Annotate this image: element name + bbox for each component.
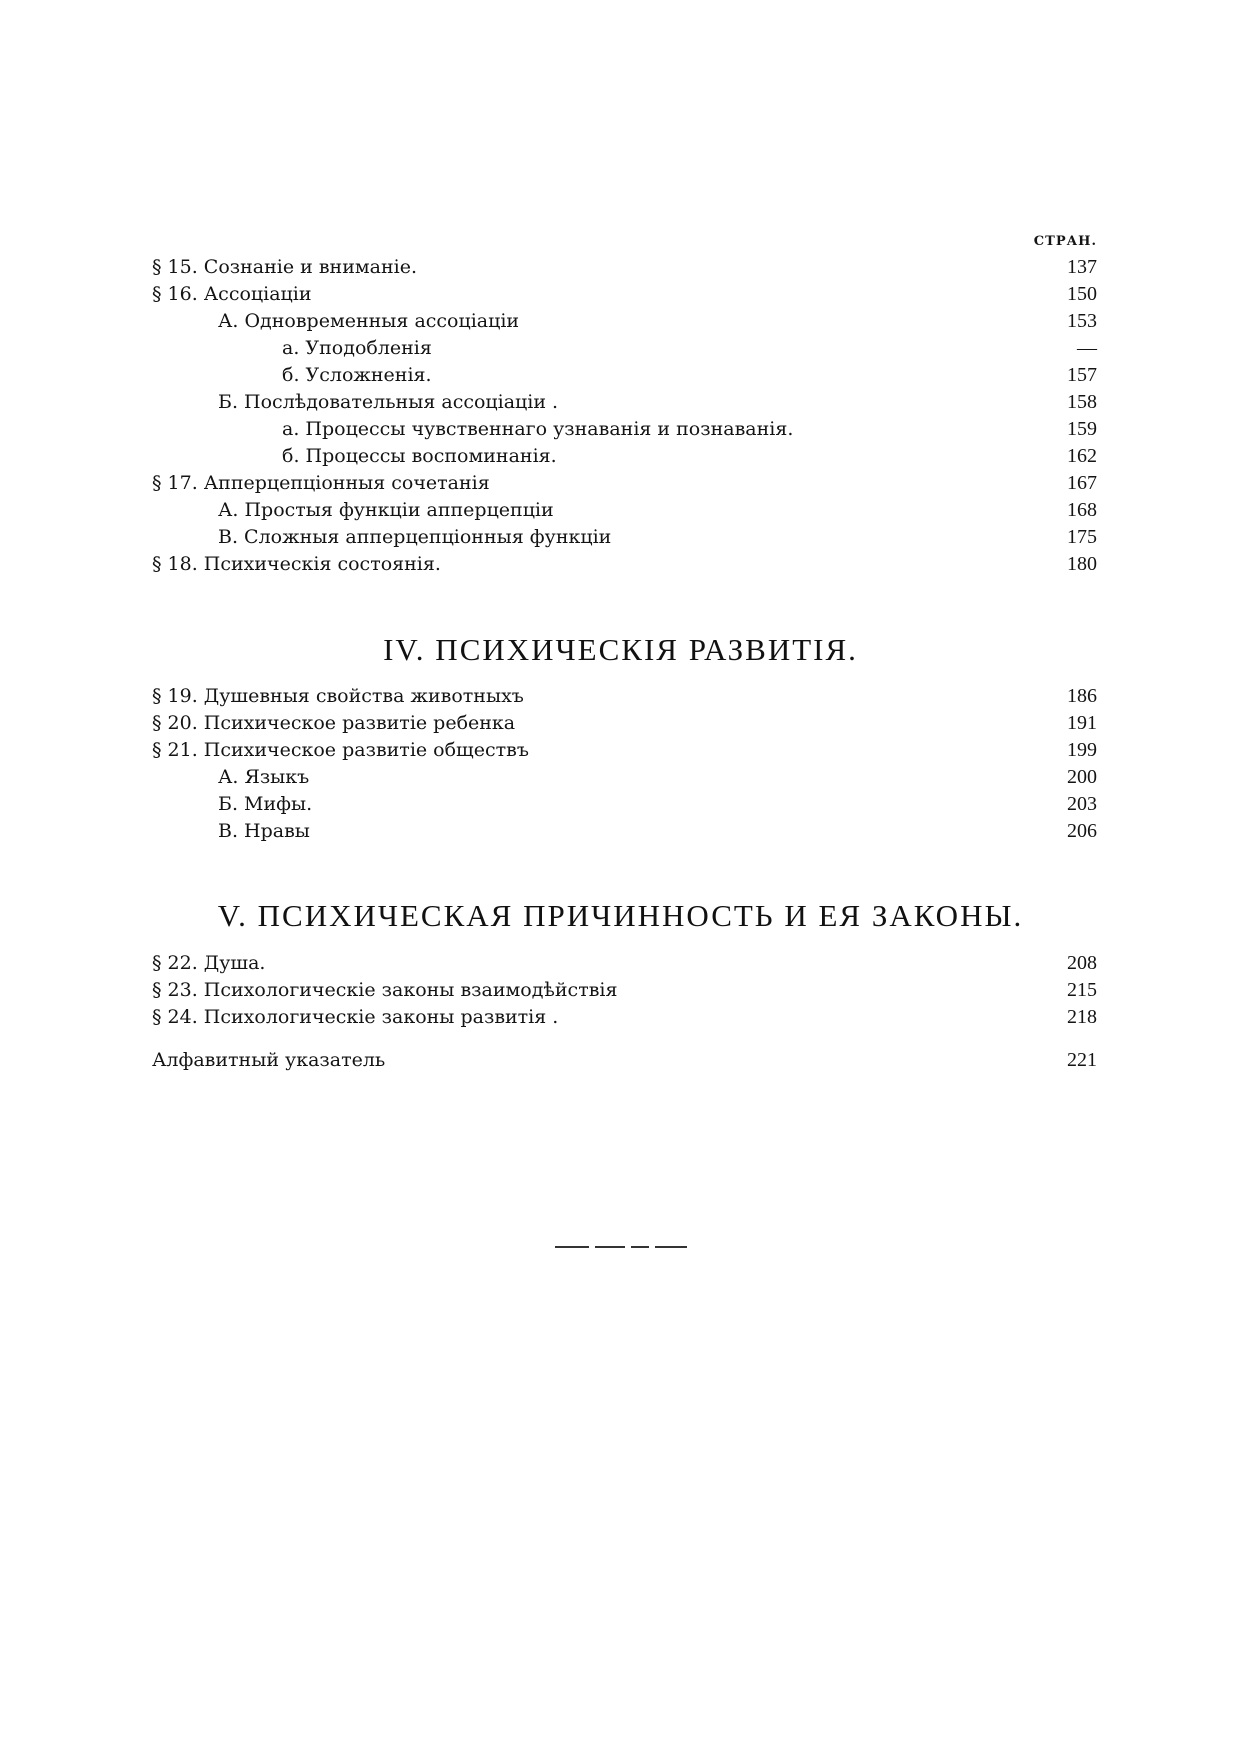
toc-entry-label: б. Усложненія. [282, 364, 432, 386]
toc-entry-page: 199 [1067, 739, 1097, 761]
toc-entry [152, 443, 1097, 470]
toc-entry-page: 137 [1067, 256, 1097, 278]
toc-entry-label: § 20. Психическое развитіе ребенка [152, 712, 516, 734]
toc-section-index [152, 1047, 1097, 1074]
section-title-part4: IV. ПСИХИЧЕСКІЯ РАЗВИТІЯ. [383, 632, 858, 667]
toc-entry-label: А. Простыя функціи апперцепціи [218, 499, 554, 521]
toc-entry-page: 153 [1067, 310, 1097, 332]
toc-entry [152, 551, 1097, 578]
toc-entry [152, 737, 1097, 764]
toc-entry-page: 221 [1067, 1049, 1097, 1071]
section-title-part5: V. ПСИХИЧЕСКАЯ ПРИЧИННОСТЬ И ЕЯ ЗАКОНЫ. [217, 898, 1024, 933]
toc-entry-page: 162 [1067, 445, 1097, 467]
toc-entry-page: 208 [1067, 952, 1097, 974]
toc-entry-page: 180 [1067, 553, 1097, 575]
toc-entry-label: Б. Мифы. [218, 793, 313, 815]
toc-entry [152, 1004, 1097, 1031]
toc-entry-label: § 16. Ассоціаціи [152, 283, 312, 305]
toc-entry-label: а. Процессы чувственнаго узнаванія и познаванія. [282, 418, 794, 440]
toc-entry [152, 335, 1097, 362]
toc-entry [152, 977, 1097, 1004]
page-column-heading: СТРАН. [1033, 234, 1097, 249]
toc-entry-label: б. Процессы воспоминанія. [282, 445, 557, 467]
toc-entry-page: 150 [1067, 283, 1097, 305]
toc-entry [152, 308, 1097, 335]
toc-entry-page: 175 [1067, 526, 1097, 548]
toc-entry-page: 218 [1067, 1006, 1097, 1028]
toc-entry-page: 186 [1067, 685, 1097, 707]
toc-entry-label: Алфавитный указатель [152, 1049, 386, 1071]
toc-entry-label: В. Сложныя апперцепціонныя функціи [218, 526, 612, 548]
toc-section-part4 [152, 683, 1097, 845]
toc-entry [152, 281, 1097, 308]
toc-entry-page: 158 [1067, 391, 1097, 413]
toc-entry [152, 818, 1097, 845]
toc-entry-label: § 15. Сознаніе и вниманіе. [152, 256, 418, 278]
toc-entry [152, 710, 1097, 737]
toc-entry [152, 950, 1097, 977]
toc-entry-page: 157 [1067, 364, 1097, 386]
toc-entry-label: § 24. Психологическіе законы развитія . [152, 1006, 559, 1028]
toc-entry [152, 683, 1097, 710]
toc-entry-page: — [1077, 337, 1097, 359]
toc-entry-page: 203 [1067, 793, 1097, 815]
toc-entry [152, 791, 1097, 818]
toc-entry-label: § 19. Душевныя свойства животныхъ [152, 685, 524, 707]
toc-entry-page: 159 [1067, 418, 1097, 440]
toc-entry [152, 764, 1097, 791]
toc-entry-label: А. Языкъ [218, 766, 310, 788]
toc-entry-label: § 17. Апперцепціонныя сочетанія [152, 472, 490, 494]
toc-entry-label: Б. Послѣдовательныя ассоціаціи . [218, 391, 559, 413]
end-rule-divider [555, 1246, 687, 1249]
toc-entry-label: § 22. Душа. [152, 952, 266, 974]
toc-entry-page: 191 [1067, 712, 1097, 734]
toc-entry-label: § 18. Психическія состоянія. [152, 553, 441, 575]
toc-entry-label: § 23. Психологическіе законы взаимодѣйствія [152, 979, 618, 1001]
toc-entry-page: 200 [1067, 766, 1097, 788]
toc-entry-page: 168 [1067, 499, 1097, 521]
toc-entry [152, 524, 1097, 551]
toc-entry-index [152, 1047, 1097, 1074]
toc-entry [152, 497, 1097, 524]
toc-entry-page: 215 [1067, 979, 1097, 1001]
toc-entry [152, 416, 1097, 443]
toc-entry [152, 362, 1097, 389]
toc-entry [152, 254, 1097, 281]
toc-entry-label: а. Уподобленія [282, 337, 432, 359]
toc-entry [152, 389, 1097, 416]
toc-entry-page: 206 [1067, 820, 1097, 842]
toc-entry [152, 470, 1097, 497]
toc-entry-page: 167 [1067, 472, 1097, 494]
toc-entry-label: § 21. Психическое развитіе обществъ [152, 739, 529, 761]
toc-entry-label: В. Нравы [218, 820, 310, 842]
toc-section-part5 [152, 950, 1097, 1031]
toc-entry-label: А. Одновременныя ассоціаціи [218, 310, 520, 332]
toc-section-part3 [152, 254, 1097, 578]
